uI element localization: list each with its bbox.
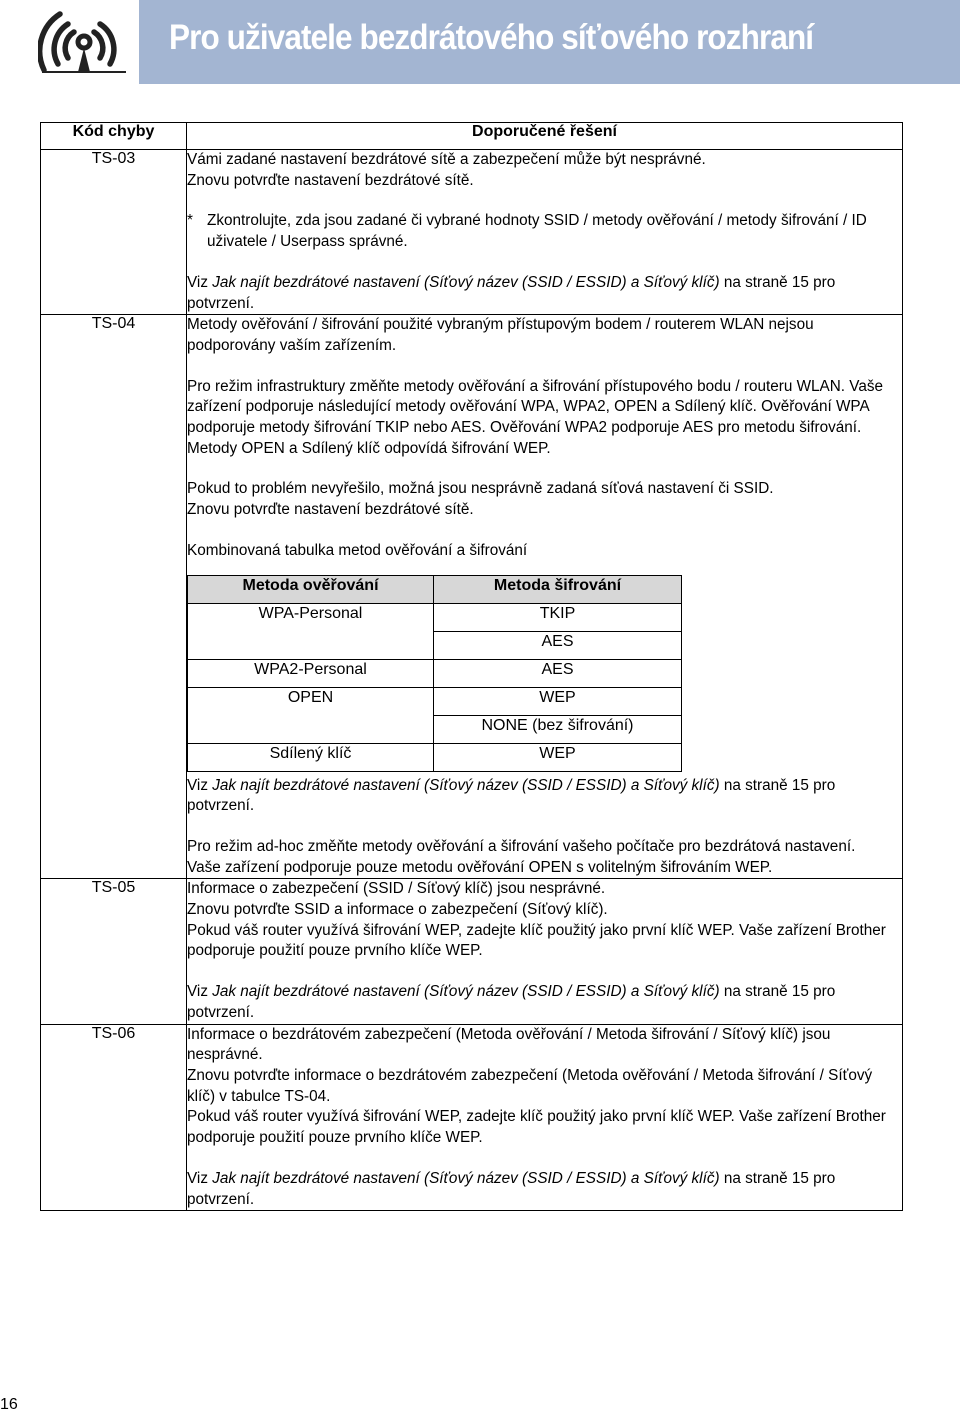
wireless-network-icon (38, 6, 130, 76)
reference-suffix: na straně 15 pro potvrzení. (187, 1169, 836, 1208)
auth-encryption-table (187, 575, 682, 772)
bullet-marker: * (187, 212, 193, 230)
title-band (139, 0, 960, 84)
auth-shared-key: Sdílený klíč (188, 743, 434, 771)
solution-ts03 (187, 150, 903, 315)
reference-title: Jak najít bezdrátové nastavení (Síťový název (SSID / ESSID) a Síťový klíč) (212, 983, 720, 1001)
reference-title: Jak najít bezdrátové nastavení (Síťový název (SSID / ESSID) a Síťový klíč) (212, 273, 720, 291)
enc-wep: WEP (434, 687, 682, 715)
page-title: Pro uživatele bezdrátového síťového rozhraní (169, 18, 814, 57)
reference-suffix: na straně 15 pro potvrzení. (187, 776, 836, 815)
solution-text: Informace o zabezpečení (SSID / Síťový klíč) jsou nesprávné. (187, 880, 606, 898)
reference-prefix: Viz (187, 1169, 213, 1187)
solution-text: Metody ověřování / šifrování použité vybraným přístupovým bodem / routerem WLAN nejsou podporovány vaším zařízením. (187, 316, 814, 354)
combo-table-title: Kombinovaná tabulka metod ověřování a šifrování (187, 541, 528, 559)
error-code-ts03: TS-03 (41, 150, 187, 315)
enc-aes: AES (434, 631, 682, 659)
table-row (41, 150, 903, 315)
solution-text: Znovu potvrďte informace o bezdrátovém zabezpečení (Metoda ověřování / Metoda šifrování / Síťový klíč) v tabulce TS-04. (187, 1066, 873, 1105)
solution-text: Informace o bezdrátovém zabezpečení (Metoda ověřování / Metoda šifrování / Síťový klíč) jsou nesprávné. (187, 1025, 831, 1064)
bullet-text: Zkontrolujte, zda jsou zadané či vybrané hodnoty SSID / metody ověřování / metody šifrování / ID uživatele / Userpass správné. (207, 212, 867, 251)
reference-title: Jak najít bezdrátové nastavení (Síťový název (SSID / ESSID) a Síťový klíč) (212, 1169, 720, 1187)
page-reference (187, 1169, 902, 1210)
solution-text: Pokud to problém nevyřešilo, možná jsou nesprávně zadaná síťová nastavení či SSID. (187, 480, 774, 498)
auth-open: OPEN (188, 687, 434, 743)
reference-prefix: Viz (187, 983, 213, 1001)
auth-wpa2-personal: WPA2-Personal (188, 659, 434, 687)
enc-wep: WEP (434, 743, 682, 771)
solution-text: Znovu potvrďte nastavení bezdrátové sítě. (187, 171, 474, 189)
enc-aes: AES (434, 659, 682, 687)
solution-ts04 (187, 315, 903, 879)
error-code-table (40, 122, 903, 1211)
solution-text: Vaše zařízení podporuje pouze metodu ověřování OPEN s volitelným šifrováním WEP. (187, 858, 773, 876)
table-row (41, 1024, 903, 1211)
solution-text: Pokud váš router využívá šifrování WEP, zadejte klíč použitý jako první klíč WEP. Vaše zařízení Brother podporuje použití pouze prvního klíče WEP. (187, 1108, 886, 1147)
reference-suffix: na straně 15 pro potvrzení. (187, 983, 836, 1021)
solution-ts05 (187, 879, 903, 1024)
reference-suffix: na straně 15 pro potvrzení. (187, 273, 836, 312)
header-error-code: Kód chyby (41, 123, 187, 150)
page-number: 16 (0, 1396, 18, 1413)
combo-header-auth: Metoda ověřování (188, 575, 434, 603)
combo-header-enc: Metoda šifrování (434, 575, 682, 603)
table-row (41, 879, 903, 1024)
solution-text: Pro režim infrastruktury změňte metody ověřování a šifrování přístupového bodu / routeru WLAN. Vaše zařízení podporuje následující metody ověřování WPA, WPA2, OPEN a Sdílený klíč. Ověřování WPA podporuje metody šifrování TKIP nebo AES. Ověřování WPA2 podporuje AES pro metodu šifrování. Metody OPEN a Sdílený klíč odpovídá šifrování WEP. (187, 377, 884, 457)
page-reference (187, 273, 902, 314)
solution-text: Znovu potvrďte SSID a informace o zabezpečení (Síťový klíč). (187, 901, 608, 919)
solution-ts06 (187, 1024, 903, 1211)
error-code-ts06: TS-06 (41, 1024, 187, 1211)
error-code-ts05: TS-05 (41, 879, 187, 1024)
solution-text: Znovu potvrďte nastavení bezdrátové sítě. (187, 501, 474, 519)
table-row (41, 315, 903, 879)
page-reference (187, 982, 902, 1023)
solution-text: Pro režim ad-hoc změňte metody ověřování a šifrování vašeho počítače pro bezdrátová nastavení. (187, 837, 856, 855)
solution-text: Pokud váš router využívá šifrování WEP, zadejte klíč použitý jako první klíč WEP. Vaše zařízení Brother podporuje použití pouze prvního klíče WEP. (187, 921, 886, 960)
header-solution: Doporučené řešení (187, 123, 903, 150)
bullet-item (187, 211, 902, 252)
reference-prefix: Viz (187, 776, 213, 794)
enc-none: NONE (bez šifrování) (434, 715, 682, 743)
page-reference (187, 776, 902, 817)
enc-tkip: TKIP (434, 603, 682, 631)
reference-title: Jak najít bezdrátové nastavení (Síťový název (SSID / ESSID) a Síťový klíč) (212, 776, 720, 794)
reference-prefix: Viz (187, 273, 213, 291)
auth-wpa-personal: WPA-Personal (188, 603, 434, 659)
solution-text: Vámi zadané nastavení bezdrátové sítě a zabezpečení může být nesprávné. (187, 151, 706, 168)
error-code-ts04: TS-04 (41, 315, 187, 879)
table-header-row (41, 123, 903, 150)
